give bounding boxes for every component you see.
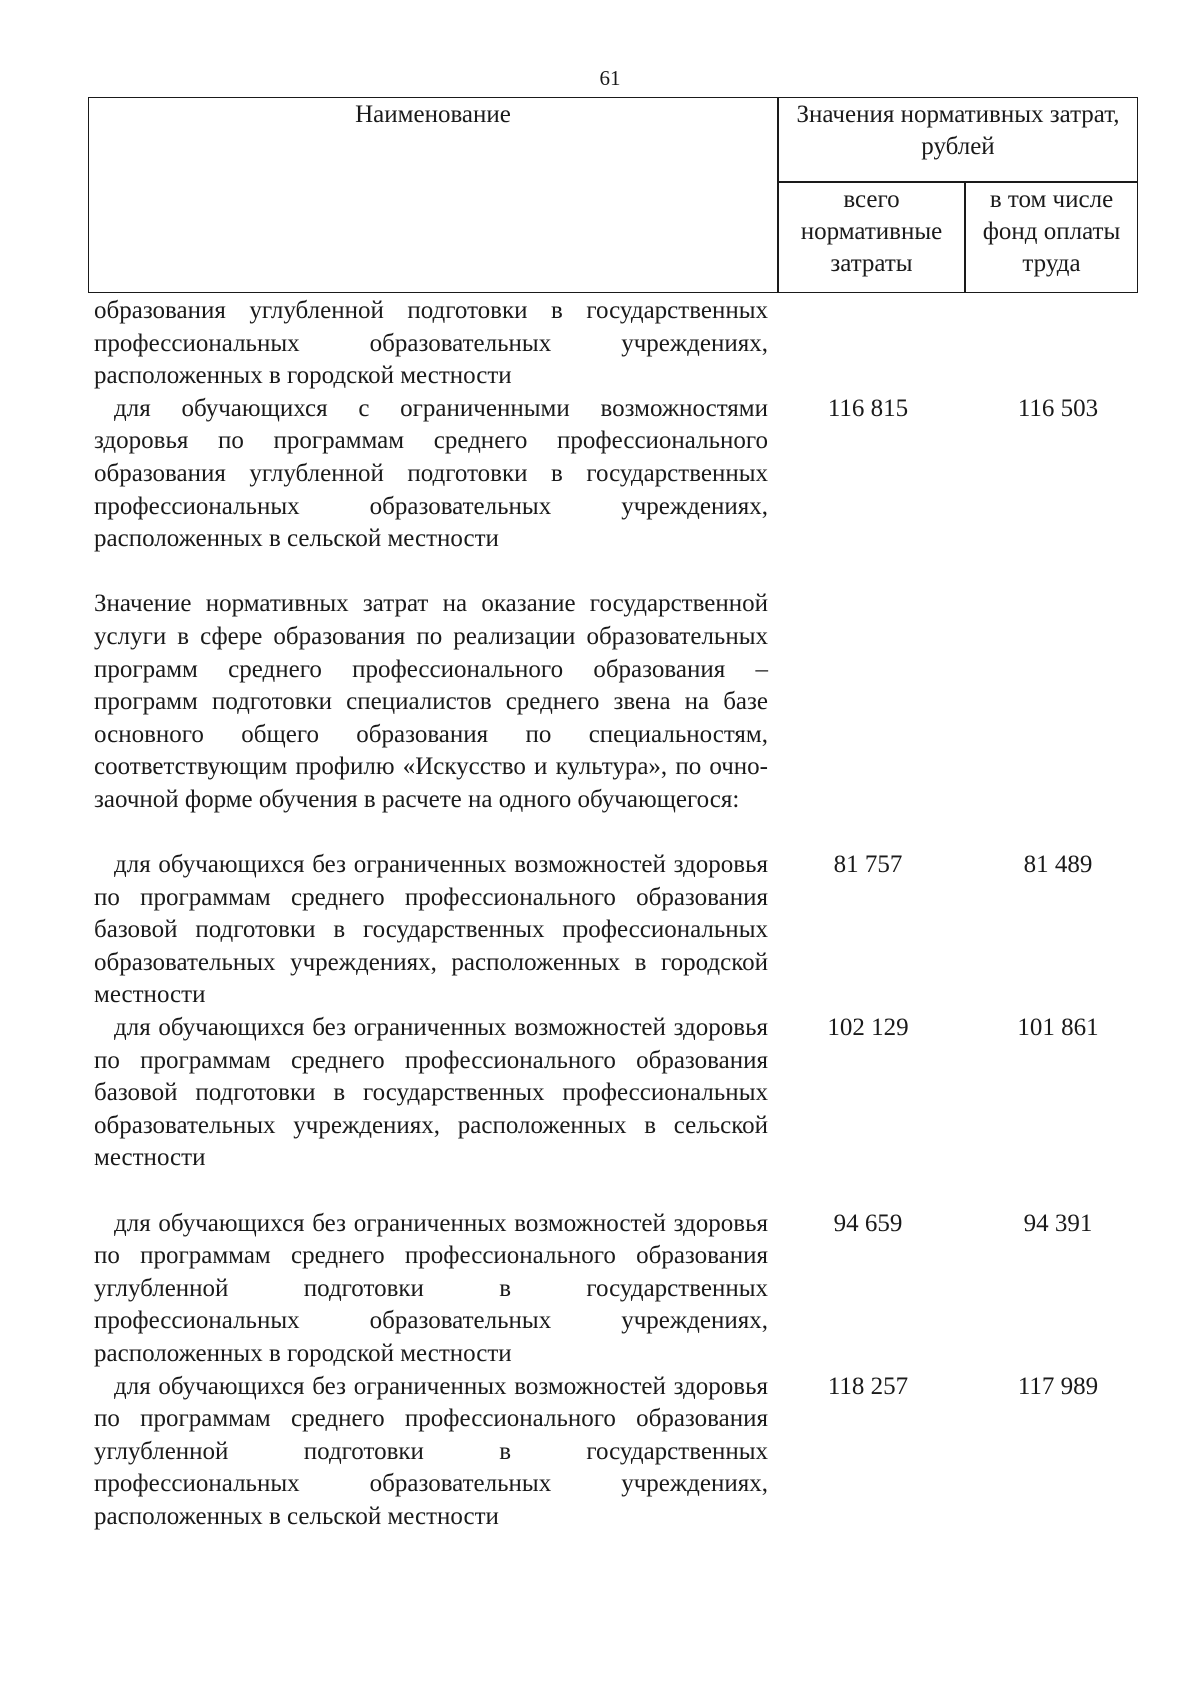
row-text: Значение нормативных затрат на оказание государственной услуги в сфере образования по реализации образовательных программ среднего профессионального образования – программ подготовки специалистов среднего звена на базе основного общего образования по специальностям, соответствующим профилю «Искусство и культура», по очно-заочной форме обучения в расчете на одного обучающегося: [94,590,768,813]
row-text: для обучающихся без ограниченных возможностей здоровья по программам среднего профессионального образования углубленной подготовки в государственных профессиональных образовательных учреждениях, расположенных в городской местности [94,1209,768,1367]
table-row [94,295,1144,393]
row-total: 102 129 [827,1014,909,1042]
header-total: всего нормативные затраты [800,186,943,277]
row-total: 116 815 [827,394,909,422]
header-wage: в том числе фонд оплаты труда [982,186,1121,277]
row-text: для обучающихся без ограниченных возможностей здоровья по программам среднего профессионального образования базовой подготовки в государственных профессиональных образовательных учреждениях, расположенных в городской местности [94,851,768,1009]
spacer [94,556,1144,589]
table-row [94,1208,1144,1371]
row-wage: 81 489 [1023,851,1093,879]
row-total: 94 659 [833,1209,903,1237]
row-wage: 116 503 [1017,394,1099,422]
row-text: для обучающихся без ограниченных возможностей здоровья по программам среднего профессионального образования базовой подготовки в государственных профессиональных образовательных учреждениях, расположенных в сельской местности [94,1014,768,1172]
row-divider [777,181,1137,183]
table-row [94,393,1144,556]
table-row [94,849,1144,1012]
spacer [94,1175,1144,1208]
table-body [94,295,1144,1534]
row-wage: 117 989 [1017,1372,1099,1400]
table-row [94,1371,1144,1534]
table-header [88,97,1138,293]
row-wage: 94 391 [1023,1209,1093,1237]
table-row [94,1012,1144,1175]
row-wage: 101 861 [1017,1014,1099,1042]
table-row [94,588,1144,816]
header-name: Наименование [355,101,511,128]
row-text: для обучающихся с ограниченными возможностями здоровья по программам среднего профессионального образования углубленной подготовки в государственных профессиональных образовательных учреждениях, расположенных в сельской местности [94,394,768,553]
spacer [94,817,1144,850]
row-text: для обучающихся без ограниченных возможностей здоровья по программам среднего профессионального образования углубленной подготовки в государственных профессиональных образовательных учреждениях, расположенных в сельской местности [94,1372,768,1530]
row-text: образования углубленной подготовки в государственных профессиональных образовательных учреждениях, расположенных в городской местности [94,297,768,390]
header-values: Значения нормативных затрат, рублей [796,101,1120,160]
row-total: 118 257 [827,1372,909,1400]
row-total: 81 757 [833,851,903,879]
page-number: 61 [599,66,621,90]
